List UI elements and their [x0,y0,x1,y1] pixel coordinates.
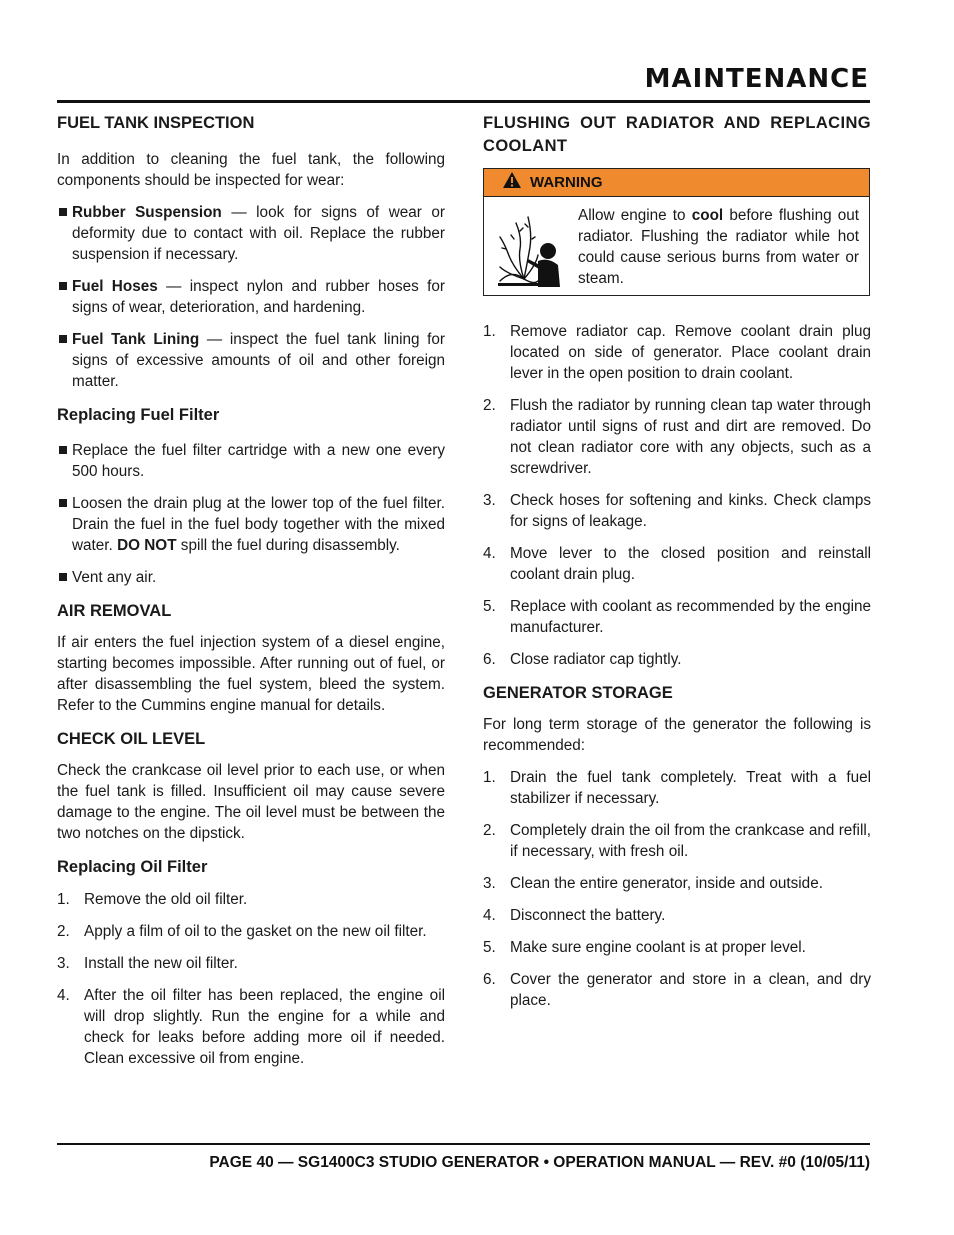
step-number: 5. [483,598,496,615]
item-text: Replace the fuel filter cartridge with a new one every 500 hours. [72,442,445,480]
generator-storage-heading: GENERATOR STORAGE [483,684,673,702]
warning-text-part: before flushing out radiator. Flushing the radiator while hot could cause serious burns from water or steam. [578,207,859,287]
step-number: 1. [483,769,496,786]
step-number: 3. [57,955,70,972]
list-item [483,321,871,384]
steam-burn-hazard-icon [494,209,564,289]
warning-label: WARNING [530,174,603,191]
list-item [483,767,871,809]
step-text: Cover the generator and store in a clean, and dry place. [510,971,871,1009]
air-removal-heading: AIR REMOVAL [57,602,172,620]
step-text: After the oil filter has been replaced, the engine oil will drop slightly. Run the engine for a while and check for leaks before adding more oil if needed. Clean excessive oil from engine. [84,987,445,1067]
list-item [483,873,871,894]
item-term: Rubber Suspension [72,204,222,221]
generator-storage-intro: For long term storage of the generator the following is recommended: [483,716,871,754]
step-number: 3. [483,492,496,509]
item-text: — look for signs of wear or deformity due to contact with oil. Replace the rubber suspension if necessary. [72,204,446,263]
warning-emphasis: cool [691,207,724,224]
list-item [483,937,871,958]
bullet-square-icon [59,335,67,343]
list-item [57,202,445,265]
header-divider [57,100,870,103]
step-number: 1. [483,323,496,340]
list-item [483,820,871,862]
warning-box [483,168,870,296]
list-item [57,889,445,910]
right-column [483,112,871,1011]
replacing-oil-filter-heading: Replacing Oil Filter [57,858,208,876]
item-text: Loosen the drain plug at the lower top of the fuel filter. Drain the fuel in the fuel body together with the mixed water. [72,495,445,554]
step-text: Remove radiator cap. Remove coolant drain plug located on side of generator. Place coolant drain lever in the open position to drain coolant. [510,323,871,382]
item-text: — inspect the fuel tank lining for signs of excessive amounts of oil and other foreign matter. [72,331,445,390]
list-item [57,276,445,318]
list-item [57,985,445,1069]
list-item [57,953,445,974]
step-number: 2. [483,822,496,839]
step-number: 2. [483,397,496,414]
step-number: 6. [483,971,496,988]
list-item [483,490,871,532]
page-title: MAINTENANCE [644,64,869,94]
page-footer: PAGE 40 — SG1400C3 STUDIO GENERATOR • OPERATION MANUAL — REV. #0 (10/05/11) [209,1154,870,1171]
check-oil-level-heading: CHECK OIL LEVEL [57,730,206,748]
list-item [57,921,445,942]
step-text: Make sure engine coolant is at proper level. [510,939,806,956]
step-text: Disconnect the battery. [510,907,666,924]
warning-text [578,205,859,289]
step-number: 6. [483,651,496,668]
step-text: Remove the old oil filter. [84,891,248,908]
step-number: 1. [57,891,70,908]
list-item [57,440,445,482]
item-term: Fuel Tank Lining [72,331,200,348]
step-text: Replace with coolant as recommended by the engine manufacturer. [510,598,871,636]
list-item [483,596,871,638]
air-removal-text: If air enters the fuel injection system of a diesel engine, starting becomes impossible. After running out of fuel, or after disassembling the fuel system, bleed the system. Refer to the Cummins engine manual for details. [57,634,445,714]
replacing-fuel-filter-heading: Replacing Fuel Filter [57,406,220,424]
list-item [483,649,871,670]
list-item [483,905,871,926]
warning-body [484,197,869,295]
step-text: Check hoses for softening and kinks. Check clamps for signs of leakage. [510,492,871,530]
step-number: 4. [483,545,496,562]
check-oil-level-text: Check the crankcase oil level prior to each use, or when the fuel tank is filled. Insufficient oil may cause severe damage to the engine. The oil level must be between the two notches on the dipstick. [57,762,445,842]
step-number: 4. [483,907,496,924]
step-text: Flush the radiator by running clean tap water through radiator until signs of rust and dirt are removed. Do not clean radiator core with any objects, such as a screwdriver. [510,397,871,477]
step-text: Close radiator cap tightly. [510,651,682,668]
list-item [57,567,445,588]
list-item [483,969,871,1011]
item-text: — inspect nylon and rubber hoses for signs of wear, deterioration, and hardening. [72,278,446,316]
step-number: 5. [483,939,496,956]
step-text: Move lever to the closed position and reinstall coolant drain plug. [510,545,871,583]
warning-text-part: Allow engine to [578,207,692,224]
step-text: Drain the fuel tank completely. Treat with a fuel stabilizer if necessary. [510,769,871,807]
bullet-square-icon [59,446,67,454]
list-item [483,395,871,479]
bullet-square-icon [59,208,67,216]
item-term: Fuel Hoses [72,278,158,295]
list-item [483,543,871,585]
warning-triangle-icon [502,171,522,194]
footer-divider [57,1143,870,1145]
step-text: Completely drain the oil from the crankcase and refill, if necessary, with fresh oil. [510,822,871,860]
step-number: 2. [57,923,70,940]
warning-header [484,169,869,197]
step-text: Apply a film of oil to the gasket on the new oil filter. [84,923,427,940]
list-item [57,493,445,556]
item-text: spill the fuel during disassembly. [176,537,400,554]
item-emphasis: DO NOT [117,537,177,554]
bullet-square-icon [59,282,67,290]
step-number: 4. [57,987,70,1004]
step-text: Install the new oil filter. [84,955,238,972]
bullet-square-icon [59,499,67,507]
step-number: 3. [483,875,496,892]
item-text: Vent any air. [72,569,157,586]
fuel-tank-intro: In addition to cleaning the fuel tank, the following components should be inspected for wear: [57,151,445,189]
bullet-square-icon [59,573,67,581]
left-column [57,112,445,1069]
list-item [57,329,445,392]
step-text: Clean the entire generator, inside and outside. [510,875,823,892]
flushing-radiator-heading: FLUSHING OUT RADIATOR AND REPLACING COOLANT [483,114,871,155]
fuel-tank-inspection-heading: FUEL TANK INSPECTION [57,114,255,132]
